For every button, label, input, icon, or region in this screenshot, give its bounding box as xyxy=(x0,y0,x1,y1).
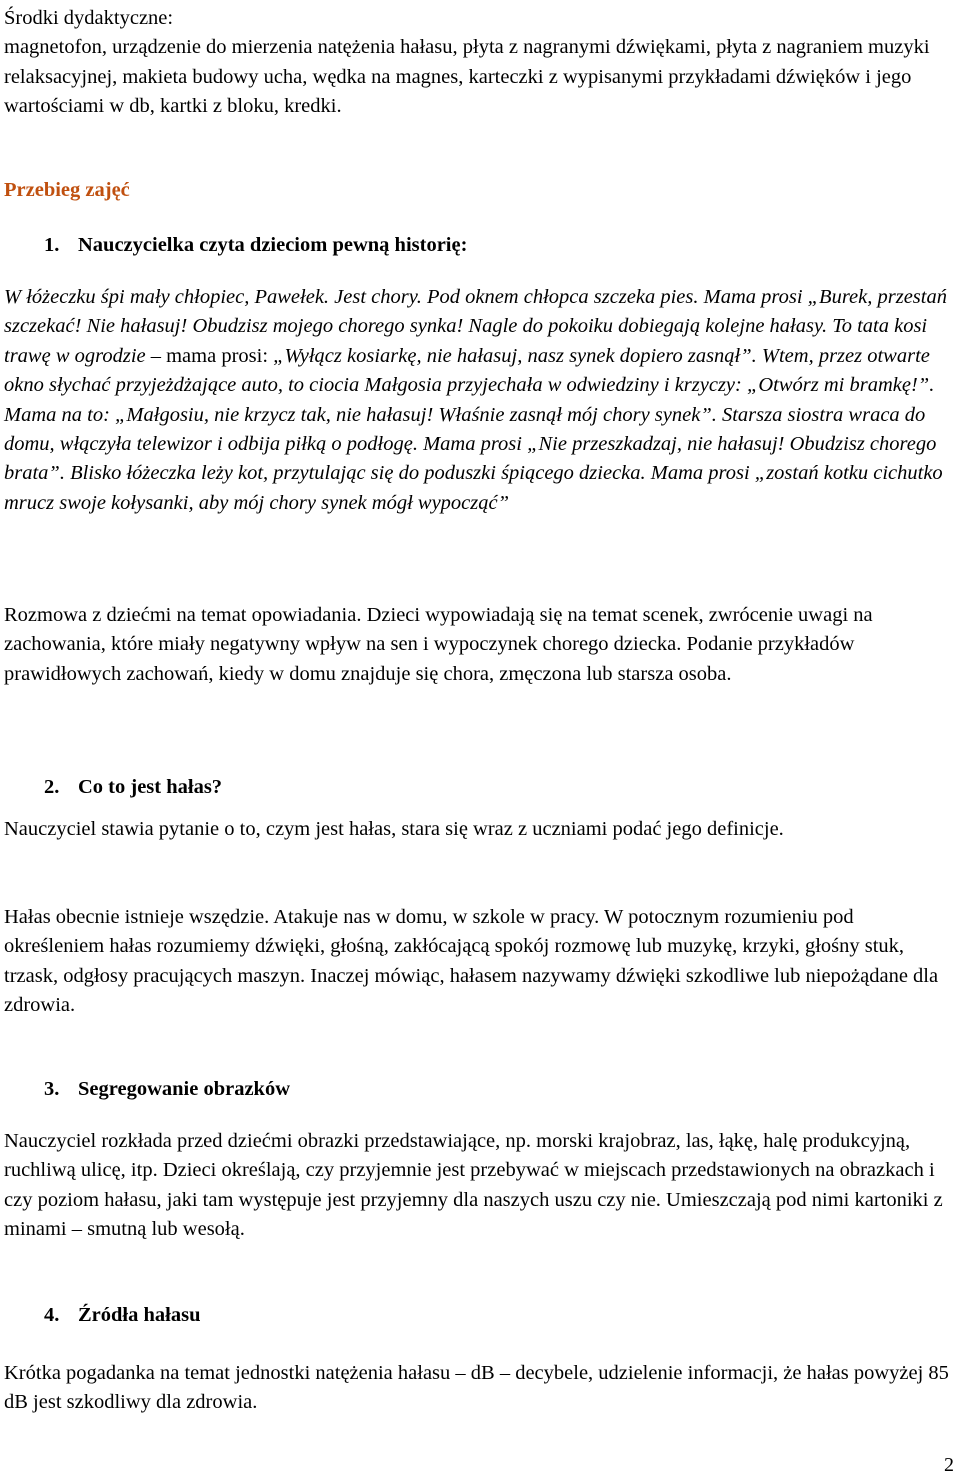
section-number: 1. xyxy=(44,234,60,256)
section-heading-1 xyxy=(4,231,467,260)
materials-list: magnetofon, urządzenie do mierzenia natężenia hałasu, płyta z nagranymi dźwiękami, płyta z nagraniem muzyki relaksacyjnej, makieta budowy ucha, wędka na magnes, karteczki z wypisanymi przykładami dźwięków i jego wartościami w db, kartki z bloku, kredki. xyxy=(4,36,930,118)
materials-heading: Środki dydaktyczne: xyxy=(4,7,174,29)
section-heading-4 xyxy=(4,1301,200,1330)
story-dash: – xyxy=(145,344,167,367)
sorting-pictures-paragraph: Nauczyciel rozkłada przed dziećmi obrazki przedstawiające, np. morski krajobraz, las, łąkę, halę produkcyjną, ruchliwą ulicę, itp. Dzieci określają, czy przyjemnie jest przebywać w miejscach przedstawionych na obrazkach i czy poziom hałasu, jaki tam występuje jest przyjemny dla naszych uszu czy nie. Umieszczają pod nimi kartoniki z minami – smutną lub wesołą. xyxy=(4,1130,943,1241)
section-heading-2 xyxy=(4,773,222,802)
noise-question-paragraph: Nauczyciel stawia pytanie o to, czym jest hałas, stara się wraz z uczniami podać jego definicje. xyxy=(4,818,784,840)
lesson-course-heading: Przebieg zajęć xyxy=(4,179,130,201)
story-text-part2: mama prosi: xyxy=(166,344,269,367)
section-title: Źródła hałasu xyxy=(78,1304,201,1326)
section-heading-3 xyxy=(4,1075,290,1104)
section-number: 3. xyxy=(44,1078,60,1100)
section-title: Segregowanie obrazków xyxy=(78,1078,291,1100)
materials-paragraph xyxy=(4,4,954,122)
story-text-part1: W łóżeczku śpi mały chłopiec, Pawełek. Jest chory. Pod oknem chłopca szczeka pies. Mama prosi „Burek, przestań szczekać! Nie hałasuj! Obudzisz mojego chorego synka! Nagle do pokoiku dobiegają kolejne hałasy. To tata kosi trawę w ogrodzie xyxy=(4,286,947,367)
story-text-part3: „Wyłącz kosiarkę, nie hałasuj, nasz synek dopiero zasnął”. Wtem, przez otwarte okno słychać przyjeżdżające auto, to ciocia Małgosia przyjechała w odwiedziny i krzyczy: „Otwórz mi bramkę!”. Mama na to: „Małgosiu, nie krzycz tak, nie hałasuj! Właśnie zasnął mój chory synek”. Starsza siostra wraca do domu, włączyła telewizor i odbija piłką o podłogę. Mama prosi „Nie przeszkadzaj, nie hałasuj! Obudzisz chorego brata”. Blisko łóżeczka leży kot, przytulając się do poduszki śpiącego dziecka. Mama prosi „zostań kotku cichutko mrucz swoje kołysanki, aby mój chory synek mógł wypocząć” xyxy=(4,344,943,514)
section-title: Nauczycielka czyta dzieciom pewną historię: xyxy=(78,234,468,256)
section-number: 4. xyxy=(44,1304,60,1326)
page-number: 2 xyxy=(944,1454,954,1476)
section-title: Co to jest hałas? xyxy=(78,776,223,798)
noise-sources-paragraph: Krótka pogadanka na temat jednostki natężenia hałasu – dB – decybele, udzielenie informacji, że hałas powyżej 85 dB jest szkodliwy dla zdrowia. xyxy=(4,1362,949,1414)
discussion-paragraph: Rozmowa z dziećmi na temat opowiadania. Dzieci wypowiadają się na temat scenek, zwrócenie uwagi na zachowania, które miały negatywny wpływ na sen i wypoczynek chorego dziecka. Podanie przykładów prawidłowych zachowań, kiedy w domu znajduje się chora, zmęczona lub starsza osoba. xyxy=(4,604,873,685)
story-paragraph xyxy=(4,283,954,518)
noise-definition-paragraph: Hałas obecnie istnieje wszędzie. Atakuje nas w domu, w szkole w pracy. W potocznym rozumieniu pod określeniem hałas rozumiemy dźwięki, głośną, zakłócającą spokój rozmowę lub muzykę, krzyki, głośny stuk, trzask, odgłosy pracujących maszyn. Inaczej mówiąc, hałasem nazywamy dźwięki szkodliwe lub niepożądane dla zdrowia. xyxy=(4,906,939,1017)
section-number: 2. xyxy=(44,776,60,798)
